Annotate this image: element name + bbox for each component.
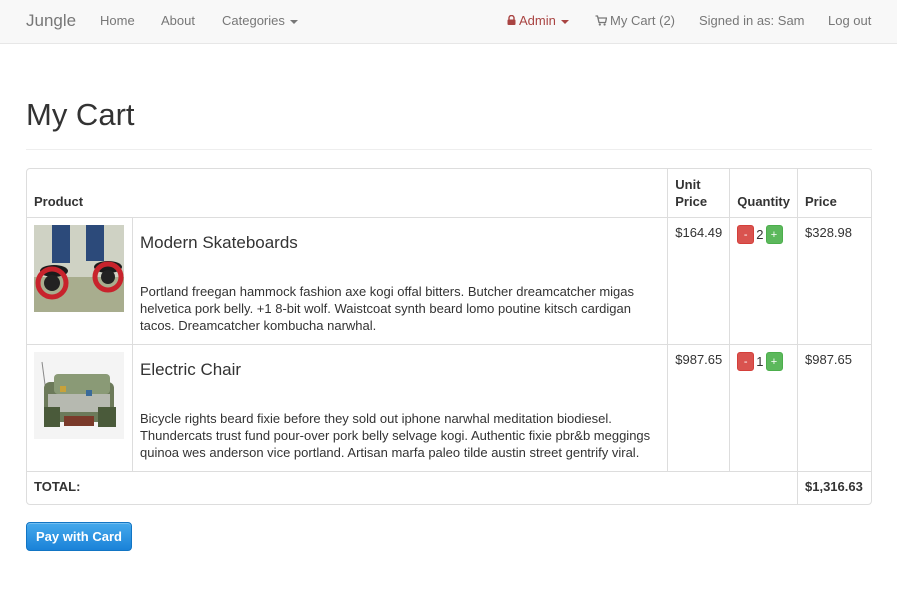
nav-signed-in-as: Signed in as: Sam (699, 13, 805, 28)
total-value: $1,316.63 (805, 479, 863, 494)
total-row (27, 472, 871, 504)
total-label: TOTAL: (27, 472, 798, 504)
product-name[interactable]: Modern Skateboards (139, 233, 298, 252)
increase-quantity-button[interactable]: + (766, 225, 783, 244)
cart-table (26, 168, 872, 505)
increase-quantity-button[interactable]: + (766, 352, 783, 371)
unit-price-cell: $164.49 (668, 218, 730, 345)
product-description: Portland freegan hammock fashion axe kogi offal bitters. Butcher dreamcatcher migas helvetica pork belly. +1 8-bit wolf. Waistcoat synth beard lomo poutine kitsch cardigan tacos. Dreamcatcher kombucha narwhal. (139, 284, 634, 333)
header-price: Price (798, 169, 871, 218)
product-image-skateboards (34, 225, 124, 312)
header-quantity: Quantity (730, 169, 798, 218)
unit-price-cell: $987.65 (668, 345, 730, 472)
quantity-cell (730, 345, 798, 472)
table-row (27, 345, 871, 472)
nav-logout[interactable]: Log out (828, 13, 872, 28)
product-image-cell (27, 218, 133, 345)
product-name[interactable]: Electric Chair (139, 360, 242, 379)
quantity-cell (730, 218, 798, 345)
product-image-cell (27, 345, 133, 472)
decrease-quantity-button[interactable]: - (737, 225, 754, 244)
product-details-cell (133, 345, 668, 472)
nav-home[interactable]: Home (100, 13, 135, 28)
product-image-electric-chair (34, 352, 124, 439)
nav-about[interactable]: About (161, 13, 195, 28)
table-header-row (27, 169, 871, 218)
title-divider (26, 149, 872, 150)
brand-link[interactable]: Jungle (26, 11, 77, 30)
quantity-value: 2 (756, 227, 764, 242)
price-cell: $328.98 (798, 218, 871, 345)
product-description: Bicycle rights beard fixie before they sold out iphone narwhal meditation biodiesel. Thundercats trust fund pour-over pork belly selvage kogi. Authentic fixie pbr&b meggings quinoa wes anderson vice portland. Artisan marfa paleo tilde austin street gentrify viral. (139, 411, 651, 460)
nav-my-cart-label: My Cart (2) (610, 13, 675, 28)
quantity-value: 1 (756, 354, 764, 369)
header-unit-price: Unit Price (668, 169, 730, 218)
nav-categories-label: Categories (222, 13, 285, 28)
product-details-cell (133, 218, 668, 345)
price-cell: $987.65 (798, 345, 871, 472)
shopping-cart-icon (595, 15, 607, 26)
table-row (27, 218, 871, 345)
header-product: Product (27, 169, 668, 218)
decrease-quantity-button[interactable]: - (737, 352, 754, 371)
lock-icon (507, 15, 516, 25)
chevron-down-icon (290, 20, 298, 24)
chevron-down-icon (561, 20, 569, 24)
nav-categories-dropdown[interactable] (222, 0, 298, 43)
nav-my-cart[interactable] (595, 0, 675, 43)
nav-admin-label: Admin (519, 13, 556, 28)
page-title: My Cart (26, 97, 135, 132)
navbar (0, 0, 897, 44)
pay-with-card-button[interactable]: Pay with Card (26, 522, 132, 551)
nav-admin-dropdown[interactable] (507, 0, 569, 43)
